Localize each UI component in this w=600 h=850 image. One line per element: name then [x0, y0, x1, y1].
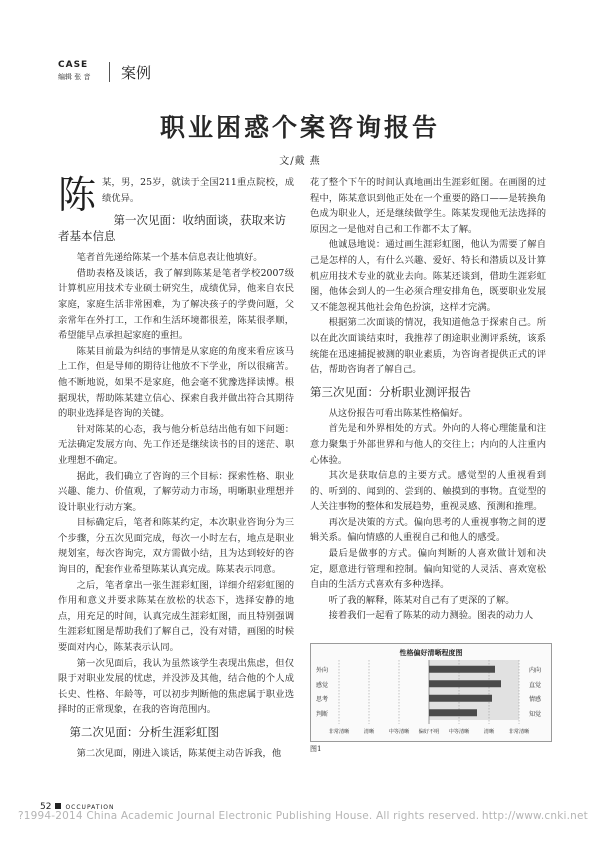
page-number: 52 — [40, 802, 52, 812]
header-case-label: CASE — [58, 60, 89, 70]
section-heading-2: 第二次见面：分析生涯彩虹图 — [69, 725, 219, 739]
chart-right-label: 直觉 — [529, 681, 542, 689]
header-section: 案例 — [121, 64, 152, 82]
chart-tick-label: 清晰 — [363, 729, 375, 735]
paragraph: 据此，我们确立了咨询的三个目标：探索性格、职业兴趣、能力、价值观，了解劳动力市场，明晰职业理想并设计职业行动方案。 — [58, 470, 294, 513]
article-title: 职业困惑个案咨询报告 — [159, 113, 440, 142]
copyright-text: ?1994-2014 China Academic Journal Electronic Publishing House. All rights reserved. — [18, 810, 480, 822]
paragraph: 笔者首先递给陈某一个基本信息表让他填好。 — [76, 252, 263, 264]
chart-tick-label: 偏好不明 — [418, 729, 440, 735]
paragraph: 其次是获取信息的主要方式。感觉型的人重视看到的、听到的、闻到的、尝到的、触摸到的事物。直觉型的人关注事物的整体和发展趋势，重视灵感、预测和推理。 — [310, 470, 546, 513]
paragraph: 最后是做事的方式。偏向判断的人喜欢做计划和决定，愿意进行管理和控制。偏向知觉的人灵活、喜欢宽松自由的生活方式喜欢有多种选择。 — [310, 548, 546, 591]
paragraph: 从这份报告可看出陈某性格偏好。 — [328, 407, 469, 419]
header-divider — [109, 62, 110, 82]
left-column — [58, 175, 294, 762]
square-icon — [55, 803, 61, 809]
paragraph: 陈某目前最为纠结的事情是从家庭的角度来看应该马上工作，但是导师的期待让他放不下学业，所以很痛苦。他不断地说，如果不是家庭，他会毫不犹豫选择读博。根据现状，帮助陈某建立信心、探索自我并做出符合其期待的职业选择是咨询的关键。 — [58, 345, 294, 420]
chart-bar — [429, 666, 495, 673]
lead-paragraph — [58, 173, 294, 217]
article-author: 文/戴 燕 — [279, 156, 321, 167]
chart-tick-label: 清晰 — [483, 729, 495, 735]
chart-left-label: 外向 — [316, 667, 329, 674]
paragraph: 之后，笔者拿出一张生涯彩虹图，详细介绍彩虹图的作用和意义并要求陈某在放松的状态下，选择安静的地点，用充足的时间，认真完成生涯彩虹图，而且特别强调生涯彩虹图是帮助我们了解自己，没有对错，画图的时候要面对内心，陈某表示认同。 — [58, 579, 294, 654]
chart-tick-label: 非常清晰 — [508, 729, 530, 735]
paragraph: 首先是和外界相处的方式。外向的人将心理能量和注意力聚集于外部世界和与他人的交往上；内向的人注重内心体验。 — [310, 423, 546, 466]
paragraph: 花了整个下午的时间认真地画出生涯彩虹图。在画图的过程中，陈某意识到他正处在一个重要的路口——是转换角色成为职业人，还是继续做学生。陈某发现他无法选择的原因之一是他对自己和工作都不太了解。 — [310, 177, 546, 235]
chart-bar — [429, 680, 501, 687]
paragraph: 根据第二次面谈的情况，我知道他急于探索自己。所以在此次面谈结束时，我推荐了朗途职业测评系统，该系统能在迅速捕捉被测的职业素质，为咨询者提供正式的评估，帮助咨询者了解自己。 — [310, 317, 546, 376]
chart-canvas — [311, 644, 551, 741]
paragraph: 第二次见面，刚进入谈话，陈某便主动告诉我，他 — [76, 748, 282, 759]
chart-right-label: 内向 — [529, 667, 542, 674]
chart-tick-label: 中等清晰 — [388, 729, 410, 735]
chart-left-label: 思考 — [316, 696, 329, 703]
paragraph: 再次是决策的方式。偏向思考的人重视事物之间的逻辑关系。偏向情感的人重视自己和他人的感受。 — [310, 516, 546, 544]
paragraph: 针对陈某的心态，我与他分析总结出他有如下问题：无法确定发展方向、先工作还是继续读书的目的迷茫、职业理想不确定。 — [58, 423, 294, 466]
paragraph: 听了我的解释，陈某对自己有了更深的了解。 — [328, 594, 515, 606]
page-header — [58, 60, 258, 86]
section-heading-3: 第三次见面：分析职业测评报告 — [310, 384, 471, 399]
lead-text: 某，男，25岁，就读于全国211重点院校，成绩优异。 — [102, 177, 294, 204]
journal-name: OCCUPATION — [65, 804, 115, 811]
figure-caption: 图1 — [310, 745, 322, 753]
section-heading-1: 第一次见面：收纳面谈，获取来访者基本信息 — [58, 213, 286, 244]
paragraph: 目标确定后，笔者和陈某约定，本次职业咨询分为三个步骤，分五次见面完成，每次一小时左右，地点是职业规划室，每次咨询完，双方需做小结，且为达到较好的咨询目的，配套作业希望陈某认真完成。陈某表示同意。 — [58, 517, 294, 576]
chart-title: 性格偏好清晰程度图 — [399, 649, 463, 657]
paragraph: 第一次见面后，我认为虽然该学生表现出焦虑，但仅限于对职业发展的忧虑，并没涉及其他，结合他的个人成长史、性格、年龄等，可以初步判断他的焦虑属于职业选择时的正常现象，在我的咨询范围内。 — [58, 657, 294, 716]
paragraph: 他诚恳地说：通过画生涯彩虹图，他认为需要了解自己是怎样的人，有什么兴趣、爱好、特长和潜质以及计算机应用技术专业的就业去向。陈某还谈到，借助生涯彩虹图，他体会到人的一生必须合理安排角色，既要职业发展又不能忽视其他社会角色扮演，这样才完满。 — [310, 239, 546, 313]
copyright-url: http://www.cnki.net — [481, 810, 588, 822]
header-editor: 编辑 张 音 — [58, 73, 91, 81]
chart-tick-label: 中等清晰 — [448, 729, 470, 735]
chart-left-label: 判断 — [316, 710, 329, 718]
chart-bar — [429, 695, 492, 702]
personality-chart — [310, 643, 552, 742]
chart-right-label: 情感 — [529, 696, 542, 703]
paragraph: 接着我们一起看了陈某的动力测验。图表的动力人 — [328, 610, 534, 622]
paragraph: 借助表格及谈话，我了解到陈某是笔者学校2007级计算机应用技术专业硕士研究生，成绩优异，他来自农民家庭，家庭生活非常困难，为了解决孩子的学费问题，父亲常年在外打工，工作和生活环境都很差，陈某很孝顺，希望能早点承担起家庭的重担。 — [58, 267, 294, 342]
chart-bar — [429, 709, 477, 716]
chart-right-label: 知觉 — [529, 710, 542, 718]
right-column — [310, 175, 546, 624]
chart-tick-label: 非常清晰 — [328, 729, 350, 735]
dropcap: 陈 — [58, 173, 97, 217]
chart-left-label: 感觉 — [316, 681, 329, 689]
copyright-watermark — [18, 810, 588, 822]
